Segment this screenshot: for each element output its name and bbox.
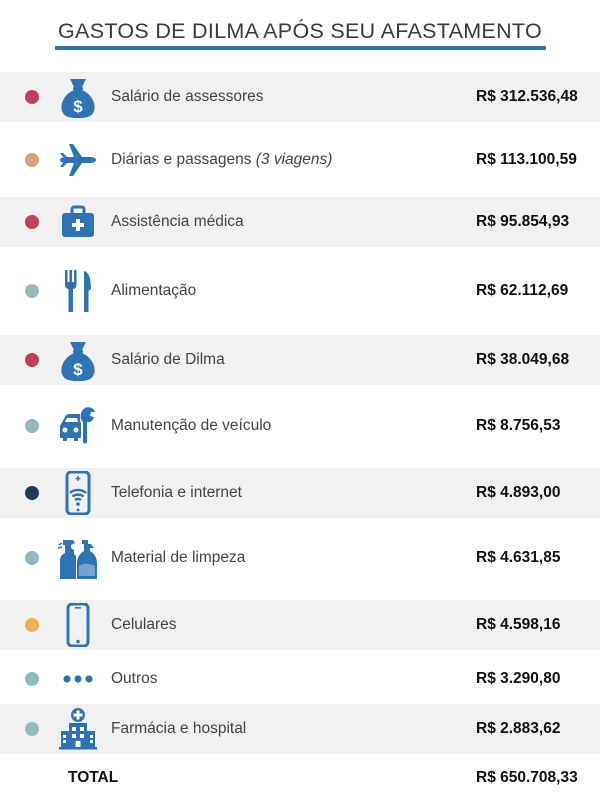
title-underline bbox=[55, 46, 546, 50]
expense-value: R$ 4.631,85 bbox=[476, 549, 561, 566]
ellipsis-icon bbox=[57, 657, 99, 701]
category-dot bbox=[25, 618, 39, 632]
expense-row bbox=[0, 335, 600, 385]
expense-label-text: Alimentação bbox=[111, 282, 197, 299]
expense-row bbox=[0, 704, 600, 754]
header bbox=[0, 0, 600, 62]
expense-label-text: Diárias e passagens bbox=[111, 151, 256, 168]
expense-value: R$ 3.290,80 bbox=[476, 670, 561, 687]
expense-label-text: Farmácia e hospital bbox=[111, 720, 247, 737]
phone-wifi-icon bbox=[57, 471, 99, 515]
expense-value: R$ 62.112,69 bbox=[476, 282, 569, 299]
expense-value: R$ 2.883,62 bbox=[476, 720, 561, 737]
expense-row bbox=[0, 72, 600, 122]
expense-label-text: Salário de Dilma bbox=[111, 351, 225, 368]
expense-value: R$ 38.049,68 bbox=[476, 351, 570, 368]
car-wrench-icon bbox=[57, 404, 99, 448]
expense-label-text: Salário de assessores bbox=[111, 88, 264, 105]
expense-row bbox=[0, 135, 600, 185]
expense-row bbox=[0, 248, 600, 334]
expense-row bbox=[0, 600, 600, 650]
mobile-phone-icon bbox=[57, 603, 99, 647]
total-row bbox=[0, 756, 600, 800]
expense-row bbox=[0, 655, 600, 703]
total-value: R$ 650.708,33 bbox=[476, 769, 578, 786]
expense-row bbox=[0, 197, 600, 247]
airplane-icon bbox=[57, 138, 99, 182]
expense-label bbox=[111, 484, 242, 502]
expense-value: R$ 4.893,00 bbox=[476, 484, 561, 501]
fork-knife-icon bbox=[57, 269, 99, 313]
expense-label bbox=[111, 616, 176, 634]
expense-label bbox=[111, 88, 264, 106]
expense-label-text: Outros bbox=[111, 670, 158, 687]
category-dot bbox=[25, 353, 39, 367]
category-dot bbox=[25, 215, 39, 229]
category-dot bbox=[25, 90, 39, 104]
svg-text:$: $ bbox=[73, 360, 83, 379]
expense-value: R$ 4.598,16 bbox=[476, 616, 561, 633]
category-dot bbox=[25, 722, 39, 736]
expense-value: R$ 8.756,53 bbox=[476, 417, 561, 434]
expense-label bbox=[111, 670, 158, 688]
category-dot bbox=[25, 672, 39, 686]
expense-label bbox=[111, 213, 244, 231]
expense-row bbox=[0, 468, 600, 518]
category-dot bbox=[25, 486, 39, 500]
category-dot bbox=[25, 551, 39, 565]
expense-value: R$ 95.854,93 bbox=[476, 213, 570, 230]
expense-label bbox=[111, 151, 332, 169]
expense-label bbox=[111, 417, 271, 435]
hospital-icon bbox=[57, 707, 99, 751]
page-title: GASTOS DE DILMA APÓS SEU AFASTAMENTO bbox=[58, 19, 542, 43]
svg-text:$: $ bbox=[73, 97, 83, 116]
cleaning-bottles-icon bbox=[57, 536, 99, 580]
expense-label-note: (3 viagens) bbox=[255, 151, 333, 168]
expense-label bbox=[111, 720, 246, 738]
expense-label bbox=[111, 351, 225, 369]
expense-label-text: Manutenção de veículo bbox=[111, 417, 272, 434]
expense-row bbox=[0, 385, 600, 467]
expense-label bbox=[111, 282, 196, 300]
expense-value: R$ 113.100,59 bbox=[476, 151, 577, 168]
category-dot bbox=[25, 419, 39, 433]
money-bag-icon bbox=[57, 75, 99, 119]
medical-kit-icon bbox=[57, 200, 99, 244]
expense-label-text: Material de limpeza bbox=[111, 549, 246, 566]
expense-label-text: Assistência médica bbox=[111, 213, 244, 230]
category-dot bbox=[25, 284, 39, 298]
expense-label bbox=[111, 549, 245, 567]
expense-row bbox=[0, 518, 600, 598]
expense-label-text: Celulares bbox=[111, 616, 177, 633]
money-bag-icon bbox=[57, 338, 99, 382]
expense-label-text: Telefonia e internet bbox=[111, 484, 242, 501]
total-label: TOTAL bbox=[68, 769, 119, 786]
expense-value: R$ 312.536,48 bbox=[476, 88, 578, 105]
category-dot bbox=[25, 153, 39, 167]
